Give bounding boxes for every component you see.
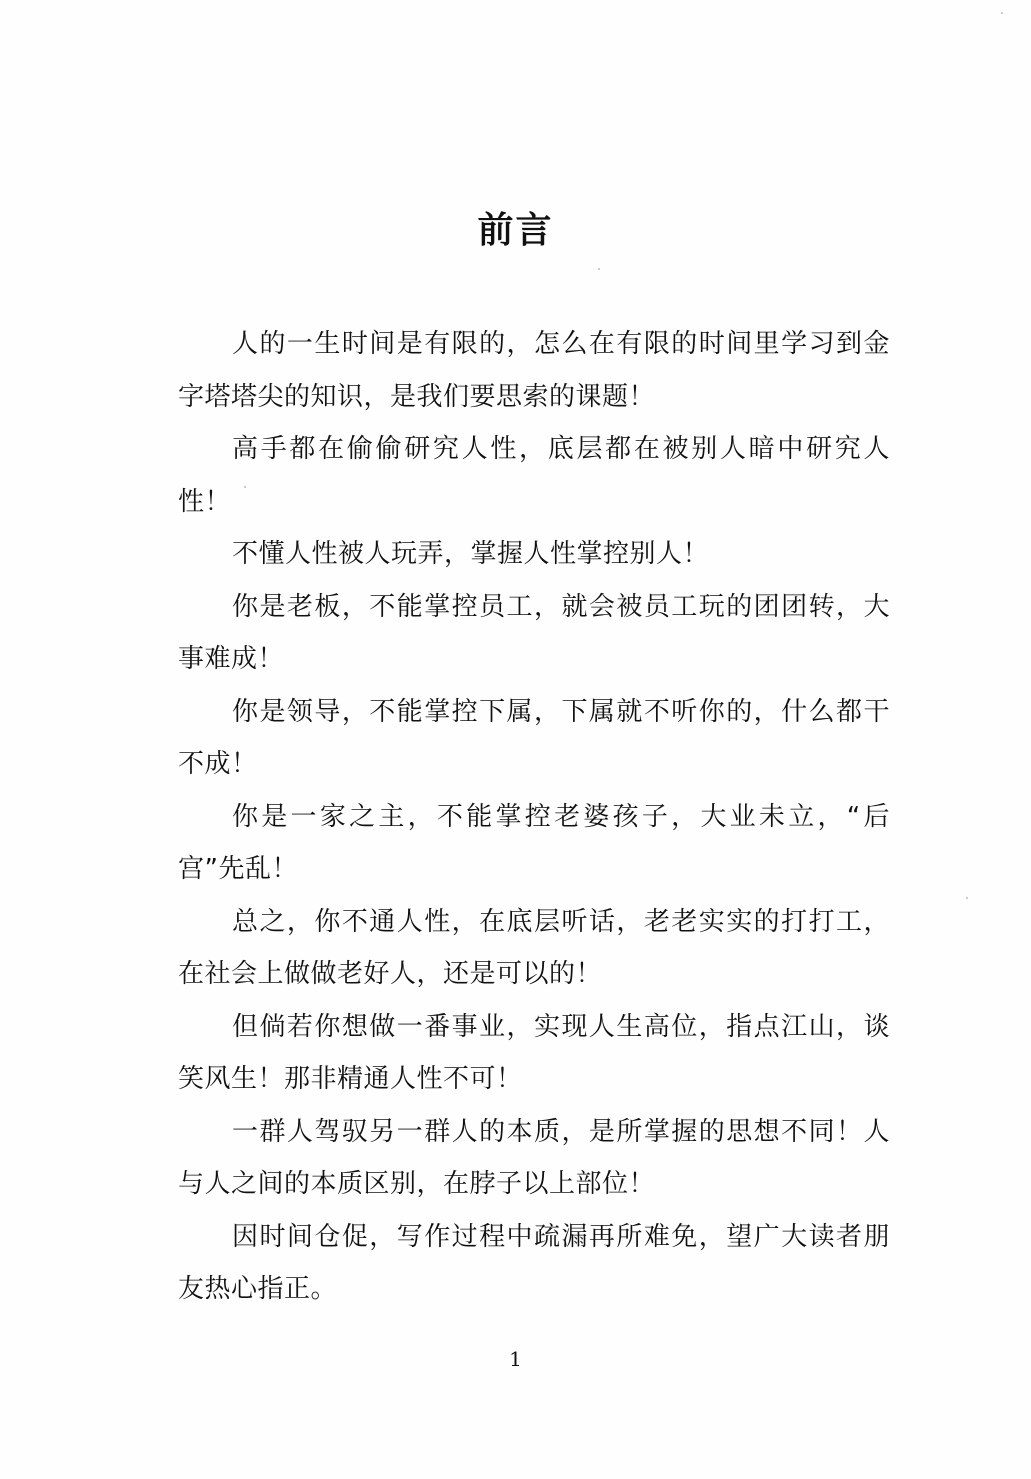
paragraph-2: 高手都在偷偷研究人性，底层都在被别人暗中研究人性！ xyxy=(178,434,890,517)
paragraph-1: 人的一生时间是有限的，怎么在有限的时间里学习到金字塔塔尖的知识，是我们要思索的课题！ xyxy=(178,329,890,412)
scan-speck xyxy=(1001,12,1003,14)
paragraph-10: 因时间仓促，写作过程中疏漏再所难免，望广大读者朋友热心指正。 xyxy=(178,1221,890,1304)
scan-speck xyxy=(966,897,968,899)
paragraph-7: 总之，你不通人性，在底层听话，老老实实的打打工，在社会上做做老好人，还是可以的！ xyxy=(178,906,890,989)
paragraph-3: 不懂人性被人玩弄，掌握人性掌控别人！ xyxy=(232,539,710,569)
paragraph-8: 但倘若你想做一番事业，实现人生高位，指点江山，谈笑风生！那非精通人性不可！ xyxy=(178,1011,890,1094)
preface-body xyxy=(178,318,890,1316)
paragraph-6: 你是一家之主，不能掌控老婆孩子，大业未立，“后宫”先乱！ xyxy=(178,801,890,884)
page-title: 前言 xyxy=(477,210,554,251)
paragraph-4: 你是老板，不能掌控员工，就会被员工玩的团团转，大事难成！ xyxy=(178,591,890,674)
scan-speck xyxy=(598,268,600,270)
paragraph-5: 你是领导，不能掌控下属，下属就不听你的，什么都干不成！ xyxy=(178,696,890,779)
page-number: 1 xyxy=(509,1347,522,1371)
paragraph-9: 一群人驾驭另一群人的本质，是所掌握的思想不同！人与人之间的本质区别，在脖子以上部位！ xyxy=(178,1116,890,1199)
scan-speck xyxy=(244,486,246,488)
